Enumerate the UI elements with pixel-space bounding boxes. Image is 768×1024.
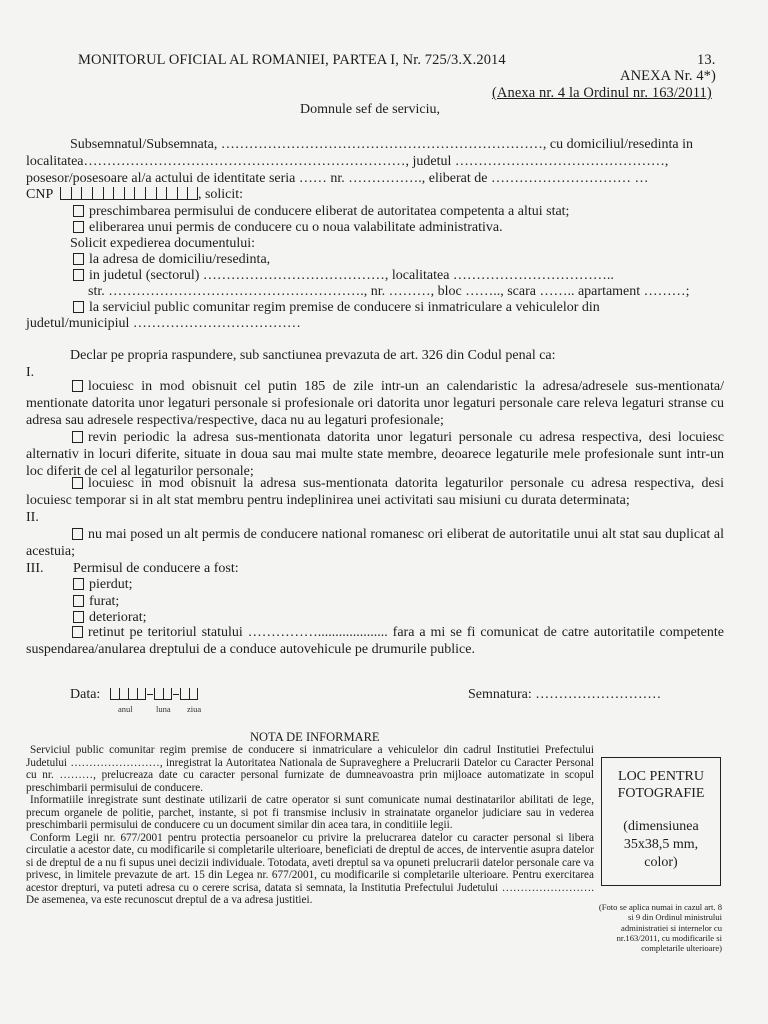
annex-ref: (Anexa nr. 4 la Ordinul nr. 163/2011): [492, 85, 712, 101]
cnp-label: CNP: [26, 187, 53, 202]
date-day-boxes[interactable]: [180, 688, 198, 705]
photo-title: LOC PENTRU FOTOGRAFIE: [617, 769, 705, 801]
checkbox[interactable]: [73, 301, 84, 313]
date-month-caption: luna: [156, 704, 171, 714]
status-label: deteriorat;: [89, 610, 147, 625]
request-item-new[interactable]: [73, 219, 503, 236]
annex-title: ANEXA Nr. 4*): [620, 68, 716, 84]
photo-placeholder: [601, 757, 721, 886]
notice-body: [26, 744, 594, 907]
date-label: Data:: [70, 687, 101, 702]
checkbox[interactable]: [72, 431, 83, 443]
checkbox[interactable]: [73, 611, 84, 623]
salutation: Domnule sef de serviciu,: [300, 102, 440, 117]
date-row: [70, 686, 198, 705]
status-stolen[interactable]: [73, 593, 119, 610]
photo-dimensions: (dimensiunea 35x38,5 mm, color): [623, 819, 699, 870]
delivery-title: Solicit expedierea documentului:: [70, 236, 256, 251]
checkbox[interactable]: [72, 380, 83, 392]
declaration-item-2[interactable]: [26, 429, 724, 481]
request-label: preschimbarea permisului de conducere eliberat de autoritatea competenta a altui stat;: [89, 204, 570, 219]
gazette-header: MONITORUL OFICIAL AL ROMANIEI, PARTEA I, Nr. 725/3.X.2014: [78, 52, 506, 68]
date-year-boxes[interactable]: [110, 688, 146, 705]
declaration-text: revin periodic la adresa sus-mentionata datorita unor legaturi personale cu adresa respectiva, desi locuiesc alternativ in locuri diferite, situate in doua sau mai multe state membre, deoarece legaturile mele profesionale sunt intr-un loc diferit de cel al legaturilor personale;: [26, 430, 724, 480]
declaration-intro: Declar pe propria raspundere, sub sanctiunea prevazuta de art. 326 din Codul penal ca:: [70, 348, 556, 363]
notice-title: NOTA DE INFORMARE: [250, 730, 380, 744]
delivery-option-service[interactable]: [73, 299, 600, 316]
delivery-label: la adresa de domiciliu/resedinta,: [89, 252, 271, 267]
delivery-street-line[interactable]: str. ………………………………………………., nr. ………, bloc …….., scara …….. apartament ………;: [88, 284, 690, 299]
delivery-option-county[interactable]: [73, 267, 614, 284]
checkbox[interactable]: [73, 578, 84, 590]
checkbox[interactable]: [73, 595, 84, 607]
declaration-item-3[interactable]: [26, 475, 724, 509]
date-day-caption: ziua: [187, 704, 202, 714]
id-document-line[interactable]: posesor/posesoare al/a actului de identitate seria …… nr. ……………., eliberat de ………………………… …: [26, 171, 649, 186]
annex-ref-wrap: [492, 85, 712, 102]
status-label: retinut pe teritoriul statului …………….................... fara a mi se fi comunicat de catre autoritatile competente suspendarea/anularea dreptului de a conduce autovehicule pe drumurile publice.: [26, 625, 724, 658]
request-item-exchange[interactable]: [73, 203, 569, 220]
delivery-option-home[interactable]: [73, 251, 270, 268]
declaration-text: locuiesc in mod obisnuit cel putin 185 de zile intr-un an calendaristic la adresa/adresele sus-mentionata/ mentionate datorita unor legaturi personale si profesionale ori datorita unor legaturi personale care releva legaturi stranse cu adresa sau adresele respectiva/respective, daca nu au legaturi profesionale;: [26, 379, 724, 429]
declaration-text: locuiesc in mod obisnuit la adresa sus-mentionata datorita legaturilor personale cu adresa respectiva, desi locuiesc temporar si in alt stat membru pentru indeplinirea unei activitati sau misiuni cu durata determinata;: [26, 476, 724, 509]
photo-footnote: (Foto se aplica numai in cazul art. 8 si 9 din Ordinul ministrului administratiei si internelor cu nr.163/2011, cu modificarile si completarile ulterioare): [598, 902, 722, 954]
notice-paragraph-2: Informatiile inregistrate sunt destinate utilizarii de catre operator si sunt comunicate numai destinatarilor abilitati de lege, precum organele de politie, parchet, instante, si pot fi transmise inclusiv in strainatate organelor judiciare sau in vederea preschimbarii permisului de conducere cu un document similar din acea tara, in conditiile legii.: [26, 794, 594, 831]
request-label: eliberarea unui permis de conducere cu o noua valabilitate administrativa.: [89, 220, 503, 235]
delivery-label: la serviciul public comunitar regim premise de conducere si inmatriculare a vehiculelor din: [89, 300, 600, 315]
page-number: 13.: [697, 52, 716, 68]
status-label: furat;: [89, 594, 120, 609]
section-1: I.: [26, 365, 35, 380]
status-retained[interactable]: [26, 624, 724, 658]
checkbox[interactable]: [72, 528, 83, 540]
delivery-county-line[interactable]: judetul/municipiul ………………………………: [26, 316, 301, 331]
license-status-title: Permisul de conducere a fost:: [73, 561, 239, 576]
notice-paragraph-3: Conform Legii nr. 677/2001 pentru protectia persoanelor cu privire la prelucrarea datelor cu caracter personal si libera circulatie a acestor date, cu modificarile si completarile ulterioare, beneficiati de dreptul de acces, de interventie asupra datelor si de dreptul de a nu fi supus unei decizii individuale. Totodata, aveti dreptul sa va opuneti prelucrarii datelor personale care va privesc, in limitele prevazute de art. 15 din Legea nr. 677/2001, cu modificarile si completarile ulterioare. Pentru exercitarea acestor drepturi, va puteti adresa cu o cerere scrisa, datata si semnata, la Institutia Prefectului Judetului ……………………. De asemenea, va este recunoscut dreptul de a va adresa justitiei.: [26, 831, 594, 906]
section-3: III.: [26, 561, 44, 576]
checkbox[interactable]: [73, 253, 84, 265]
cnp-suffix: , solicit:: [197, 187, 244, 202]
date-year-caption: anul: [118, 704, 133, 714]
checkbox[interactable]: [72, 477, 83, 489]
declaration-item-1[interactable]: [26, 378, 724, 430]
checkbox[interactable]: [73, 221, 84, 233]
delivery-label: in judetul (sectorul) …………………………………, localitatea ……………………………..: [89, 268, 614, 283]
locality-line[interactable]: localitatea……………………………………………………………, judetul ………………………………………,: [26, 154, 669, 169]
notice-paragraph-1: Serviciul public comunitar regim premise de conducere si inmatriculare a vehiculelor din cadrul Institutiei Prefectului Judetului ……………………, inregistrat la Autoritatea Nationala de Supraveghere a Prelucrarii Datelor cu Caracter Personal cu nr. ………, prelucreaza date cu caracter personal furnizate de dumneavoastra prin mijloace automatizate in scopul preschimbarii permisului de conducere.: [26, 744, 594, 794]
status-label: pierdut;: [89, 577, 133, 592]
status-lost[interactable]: [73, 576, 133, 593]
declaration-text: nu mai posed un alt permis de conducere national romanesc ori eliberat de autoritatile unui alt stat sau duplicat al acestuia;: [26, 527, 724, 560]
signature-line[interactable]: Semnatura: ………………………: [468, 687, 662, 702]
declaration-item-4[interactable]: [26, 526, 724, 560]
checkbox[interactable]: [73, 205, 84, 217]
checkbox[interactable]: [73, 269, 84, 281]
applicant-name-line[interactable]: Subsemnatul/Subsemnata, ……………………………………………………………, cu domiciliul/resedinta in: [70, 137, 693, 152]
section-2: II.: [26, 510, 39, 525]
date-month-boxes[interactable]: [154, 688, 172, 705]
checkbox[interactable]: [72, 626, 83, 638]
